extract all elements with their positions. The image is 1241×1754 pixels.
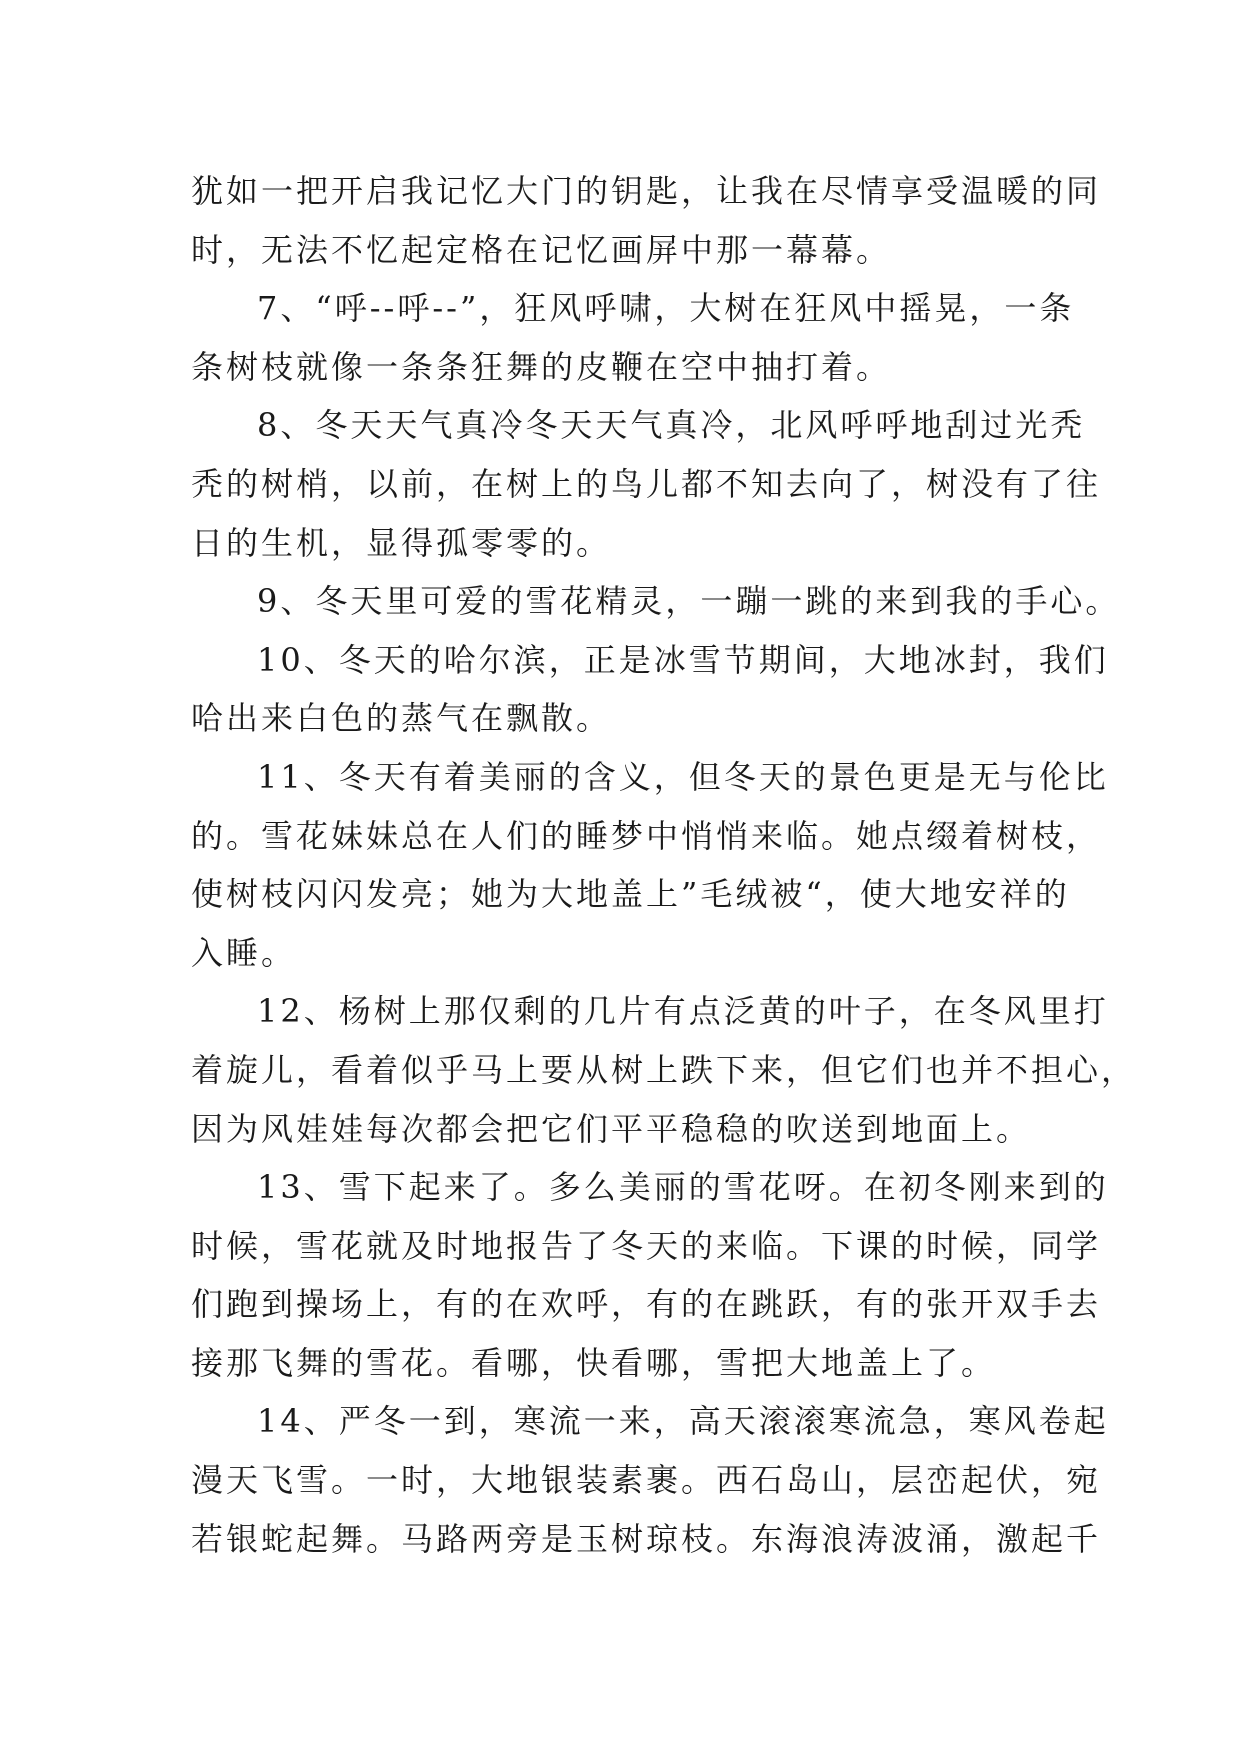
paragraph-8-line: 8、冬天天气真冷冬天天气真冷，北风呼呼地刮过光秃 <box>257 406 1086 445</box>
text-line: 使树枝闪闪发亮；她为大地盖上”毛绒被“，使大地安祥的 <box>191 875 1070 914</box>
text-line: 日的生机，显得孤零零的。 <box>191 523 612 562</box>
text-line: 们跑到操场上，有的在欢呼，有的在跳跃，有的张开双手去 <box>191 1285 1102 1324</box>
paragraph-7-line: 7、“呼--呼--”，狂风呼啸，大树在狂风中摇晃，一条 <box>257 289 1075 328</box>
text-line: 接那飞舞的雪花。看哪，快看哪，雪把大地盖上了。 <box>191 1343 997 1382</box>
text-line: 入睡。 <box>191 933 297 972</box>
text-line: 漫天飞雪。一时，大地银装素裹。西石岛山，层峦起伏，宛 <box>191 1461 1102 1500</box>
text-line: 因为风娃娃每次都会把它们平平稳稳的吹送到地面上。 <box>191 1109 1032 1148</box>
text-line: 条树枝就像一条条狂舞的皮鞭在空中抽打着。 <box>191 347 892 386</box>
text-line: 秃的树梢，以前，在树上的鸟儿都不知去向了，树没有了往 <box>191 464 1102 503</box>
paragraph-10-line: 10、冬天的哈尔滨，正是冰雪节期间，大地冰封，我们 <box>257 640 1109 679</box>
text-line: 时候，雪花就及时地报告了冬天的来临。下课的时候，同学 <box>191 1226 1102 1265</box>
text-line: 时，无法不忆起定格在记忆画屏中那一幕幕。 <box>191 230 892 269</box>
document-page <box>191 162 1137 1568</box>
text-line: 犹如一把开启我记忆大门的钥匙，让我在尽情享受温暖的同 <box>191 172 1102 210</box>
paragraph-12-line: 12、杨树上那仅剩的几片有点泛黄的叶子，在冬风里打 <box>257 992 1109 1031</box>
text-line: 若银蛇起舞。马路两旁是玉树琼枝。东海浪涛波涌，激起千 <box>191 1519 1102 1558</box>
paragraph-13-line: 13、雪下起来了。多么美丽的雪花呀。在初冬刚来到的 <box>257 1168 1109 1207</box>
text-line: 着旋儿，看着似乎马上要从树上跌下来，但它们也并不担心， <box>191 1050 1137 1089</box>
text-line: 的。雪花妹妹总在人们的睡梦中悄悄来临。她点缀着树枝， <box>191 816 1102 855</box>
paragraph-11-line: 11、冬天有着美丽的含义，但冬天的景色更是无与伦比 <box>257 757 1109 796</box>
paragraph-14-line: 14、严冬一到，寒流一来，高天滚滚寒流急，寒风卷起 <box>257 1402 1109 1441</box>
paragraph-9-line: 9、冬天里可爱的雪花精灵，一蹦一跳的来到我的手心。 <box>257 582 1121 621</box>
text-line: 哈出来白色的蒸气在飘散。 <box>191 699 612 738</box>
